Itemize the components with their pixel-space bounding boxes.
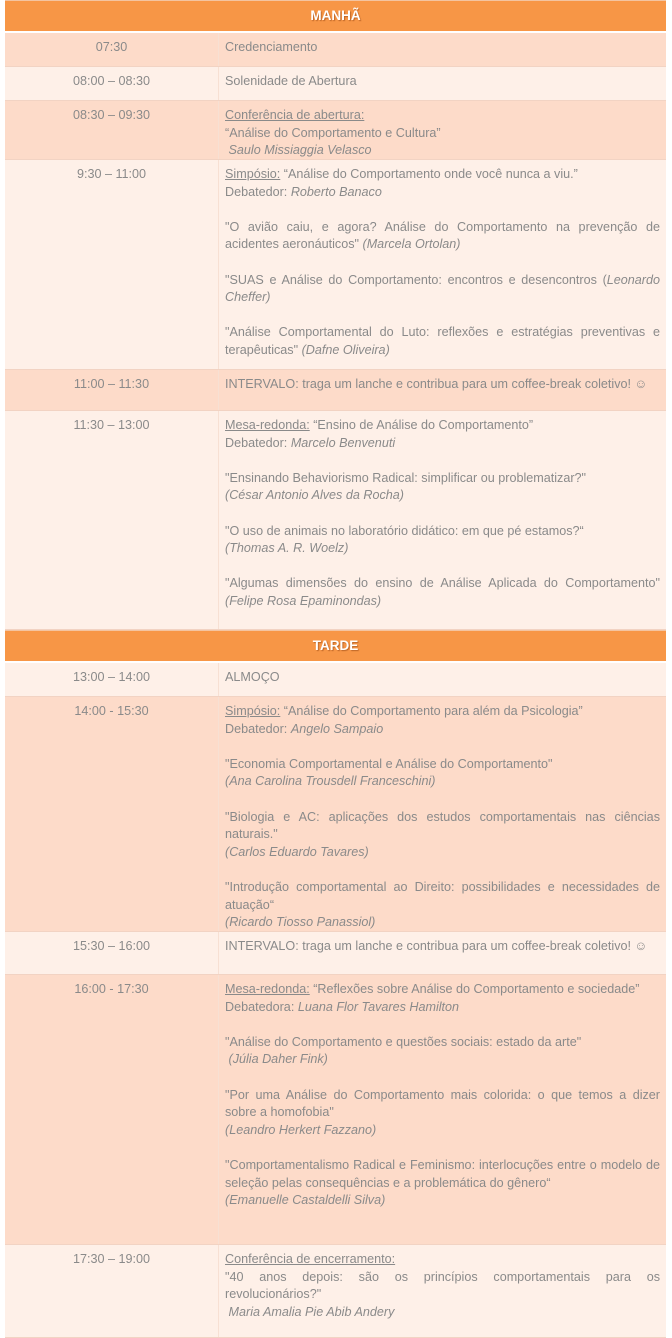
- talk-item: [225, 756, 660, 791]
- session-title: “Reflexões sobre Análise do Comportamento e sociedade”: [309, 982, 640, 996]
- session-title: “Análise do Comportamento e Cultura”: [225, 125, 441, 140]
- moderator-name: Luana Flor Tavares Hamilton: [297, 999, 460, 1014]
- time-cell: 08:30 – 09:30: [5, 101, 219, 159]
- session-header: [225, 703, 660, 738]
- section-title: MANHÃ: [310, 8, 361, 24]
- session-header: [225, 417, 660, 452]
- talk-item: [225, 324, 660, 359]
- speaker-name: Saulo Missiaggia Velasco: [225, 143, 372, 158]
- speaker-name: Maria Amalia Pie Abib Andery: [225, 1304, 395, 1319]
- activity-text: INTERVALO: traga um lanche e contribua para um coffee-break coletivo! ☺: [225, 939, 648, 953]
- talk-speaker: (Thomas A. R. Woelz): [225, 541, 349, 556]
- content-cell: [219, 1245, 666, 1337]
- time-cell: 13:00 – 14:00: [5, 663, 219, 696]
- activity-text: INTERVALO: traga um lanche e contribua para um coffee-break coletivo! ☺: [225, 377, 648, 391]
- schedule-row: [5, 697, 666, 932]
- schedule-row: [5, 1245, 666, 1338]
- schedule-row: [5, 975, 666, 1245]
- talk-speaker: (Felipe Rosa Epaminondas): [225, 593, 382, 608]
- talk-title: "Ensinando Behaviorismo Radical: simplificar ou problematizar?": [225, 470, 587, 485]
- section-header-tarde: [5, 630, 666, 663]
- section-header-manha: [5, 0, 666, 33]
- session-title: “Análise do Comportamento onde você nunca a viu.”: [280, 167, 578, 181]
- schedule-row: [5, 160, 666, 370]
- talk-item: [225, 470, 660, 505]
- moderator-label: Debatedora:: [225, 999, 298, 1014]
- talk-title: "Algumas dimensões do ensino de Análise Aplicada do Comportamento": [225, 576, 660, 591]
- activity-text: ALMOÇO: [225, 670, 280, 684]
- schedule-row: [5, 67, 666, 101]
- content-cell: [219, 663, 666, 696]
- schedule-row: [5, 101, 666, 160]
- schedule-row: [5, 411, 666, 630]
- talk-item: [225, 1087, 660, 1140]
- talk-speaker: (Ricardo Tiosso Panassiol): [225, 915, 376, 930]
- session-label: Simpósio:: [225, 167, 281, 181]
- session-label: Mesa-redonda:: [225, 982, 310, 996]
- schedule-row: [5, 932, 666, 975]
- time-cell: 11:00 – 11:30: [5, 370, 219, 410]
- time-cell: 14:00 - 15:30: [5, 697, 219, 931]
- session-title: “Ensino de Análise do Comportamento”: [309, 418, 534, 432]
- content-cell: [219, 975, 666, 1244]
- session-title: "40 anos depois: são os princípios comportamentais para os revolucionários?": [225, 1269, 660, 1302]
- talk-item: [225, 1157, 660, 1210]
- talk-item: [225, 219, 660, 254]
- session-label: Simpósio:: [225, 704, 281, 718]
- talk-title: "Análise Comportamental do Luto: reflexões e estratégias preventivas e terapêuticas": [225, 325, 660, 357]
- content-cell: [219, 411, 666, 629]
- time-cell: 08:00 – 08:30: [5, 67, 219, 100]
- time-cell: 15:30 – 16:00: [5, 932, 219, 974]
- talk-item: [225, 809, 660, 862]
- time-cell: 07:30: [5, 33, 219, 66]
- moderator-name: Angelo Sampaio: [290, 721, 384, 736]
- session-label: Conferência de encerramento:: [225, 1252, 396, 1266]
- talk-title: "Por uma Análise do Comportamento mais colorida: o que temos a dizer sobre a homofobia": [225, 1087, 660, 1120]
- session-label: Mesa-redonda:: [225, 418, 310, 432]
- content-cell: [219, 370, 666, 410]
- talk-item: [225, 272, 660, 307]
- talk-speaker: (César Antonio Alves da Rocha): [225, 488, 404, 503]
- content-cell: [219, 932, 666, 974]
- talk-speaker: (Emanuelle Castaldelli Silva): [225, 1193, 386, 1208]
- talk-item: [225, 879, 660, 932]
- content-cell: [219, 160, 666, 369]
- schedule-row: [5, 663, 666, 697]
- time-cell: 11:30 – 13:00: [5, 411, 219, 629]
- talk-title: "Análise do Comportamento e questões sociais: estado da arte": [225, 1034, 582, 1049]
- talk-speaker: (Carlos Eduardo Tavares): [225, 844, 369, 859]
- talk-title: "Biologia e AC: aplicações dos estudos comportamentais nas ciências naturais.": [225, 809, 660, 842]
- talk-title: "Economia Comportamental e Análise do Comportamento": [225, 756, 553, 771]
- session-title: “Análise do Comportamento para além da Psicologia”: [280, 704, 583, 718]
- time-cell: 9:30 – 11:00: [5, 160, 219, 369]
- session-header: [225, 166, 660, 201]
- talk-speaker: Leonardo Cheffer): [225, 272, 660, 305]
- section-title: TARDE: [312, 638, 359, 654]
- time-cell: 17:30 – 19:00: [5, 1245, 219, 1337]
- moderator-name: Marcelo Benvenuti: [290, 435, 396, 450]
- talk-speaker: (Dafne Oliveira): [301, 342, 390, 357]
- talk-title: "SUAS e Análise do Comportamento: encontros e desencontros (: [225, 272, 607, 287]
- content-cell: [219, 697, 666, 931]
- talk-speaker: (Ana Carolina Trousdell Franceschini): [225, 774, 436, 789]
- talk-item: [225, 1034, 660, 1069]
- talk-title: "Introdução comportamental ao Direito: possibilidades e necessidades de atuação“: [225, 879, 660, 912]
- activity-text: Solenidade de Abertura: [225, 74, 357, 88]
- talk-title: "O avião caiu, e agora? Análise do Comportamento na prevenção de acidentes aeronáuticos": [225, 219, 660, 252]
- talk-speaker: (Júlia Daher Fink): [225, 1052, 328, 1067]
- talk-speaker: (Leandro Herkert Fazzano): [225, 1122, 377, 1137]
- schedule-row: [5, 370, 666, 411]
- talk-item: [225, 575, 660, 610]
- talk-item: [225, 523, 660, 558]
- moderator-label: Debatedor:: [225, 721, 291, 736]
- talk-title: "O uso de animais no laboratório didático: em que pé estamos?“: [225, 523, 584, 538]
- session-header: [225, 981, 660, 1016]
- moderator-name: Roberto Banaco: [290, 184, 382, 199]
- activity-text: Credenciamento: [225, 40, 318, 54]
- content-cell: [219, 33, 666, 66]
- talk-title: "Comportamentalismo Radical e Feminismo: interlocuções entre o modelo de seleção pelas consequências e a problemática do gênero“: [225, 1157, 660, 1190]
- moderator-label: Debatedor:: [225, 435, 291, 450]
- content-cell: [219, 101, 666, 159]
- content-cell: [219, 67, 666, 100]
- session-label: Conferência de abertura:: [225, 108, 365, 122]
- time-cell: 16:00 - 17:30: [5, 975, 219, 1244]
- talk-speaker: (Marcela Ortolan): [362, 237, 461, 252]
- moderator-label: Debatedor:: [225, 184, 291, 199]
- schedule-row: [5, 33, 666, 67]
